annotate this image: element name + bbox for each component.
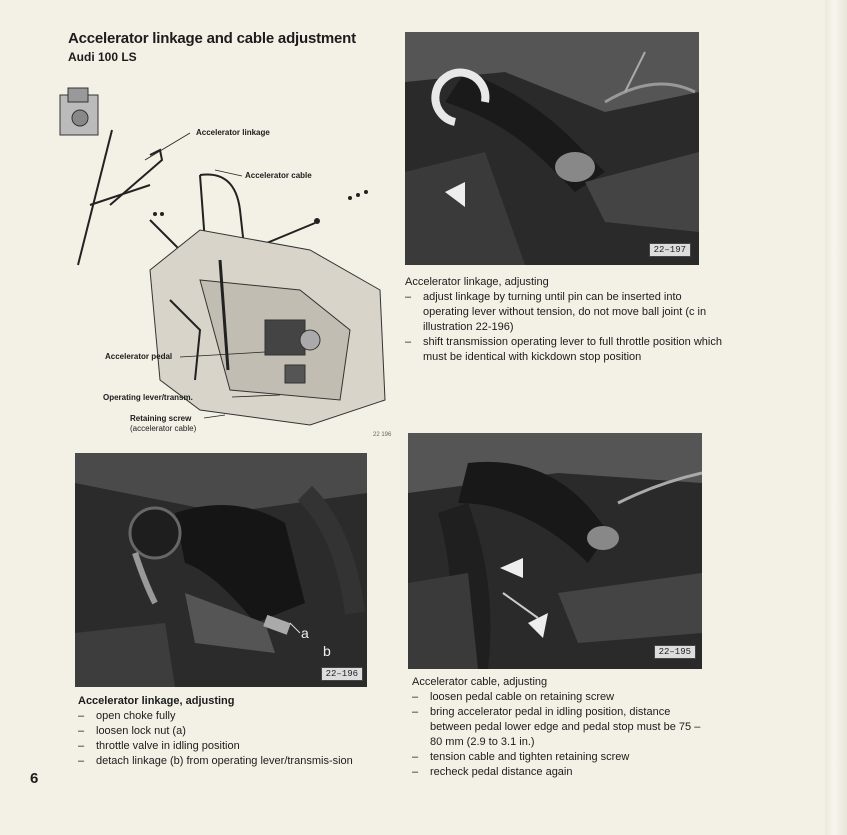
photo-22-197 bbox=[405, 32, 699, 265]
step-item: – detach linkage (b) from operating lever/transmis-sion bbox=[78, 754, 378, 769]
step-list bbox=[412, 690, 712, 780]
page-number: 6 bbox=[30, 770, 39, 787]
step-item: – shift transmission operating lever to full throttle position which must be identical with kickdown stop position bbox=[405, 335, 725, 365]
photo-label-b: b bbox=[323, 643, 331, 659]
step-item: – tension cable and tighten retaining screw bbox=[412, 750, 712, 765]
page-subtitle: Audi 100 LS bbox=[68, 50, 137, 64]
label-retaining-screw-note: (accelerator cable) bbox=[130, 424, 197, 433]
exploded-diagram bbox=[50, 80, 395, 450]
caption-22-196 bbox=[78, 694, 378, 769]
caption-heading: Accelerator cable, adjusting bbox=[412, 676, 548, 688]
page-edge bbox=[825, 0, 847, 835]
figure-id-22-195: 22–195 bbox=[654, 645, 696, 659]
label-retaining-screw: Retaining screw bbox=[130, 414, 192, 423]
photo-22-196 bbox=[75, 453, 367, 687]
label-accelerator-linkage: Accelerator linkage bbox=[196, 128, 270, 137]
step-item: – adjust linkage by turning until pin can be inserted into operating lever without tension, do not move ball joint (c in illustration 22-196) bbox=[405, 290, 725, 335]
step-list bbox=[78, 709, 378, 769]
label-accelerator-pedal: Accelerator pedal bbox=[105, 352, 173, 361]
step-item: – open choke fully bbox=[78, 709, 378, 724]
photo-22-195 bbox=[408, 433, 702, 669]
photo-label-a: a bbox=[301, 625, 309, 641]
label-accelerator-cable: Accelerator cable bbox=[245, 171, 312, 180]
caption-heading: Accelerator linkage, adjusting bbox=[78, 695, 235, 707]
step-list bbox=[405, 290, 725, 365]
step-item: – bring accelerator pedal in idling position, distance between pedal lower edge and pedal stop must be 75 – 80 mm (2.9 to 3.1 in.) bbox=[412, 705, 712, 750]
figure-id-22-196: 22–196 bbox=[321, 667, 363, 681]
label-operating-lever: Operating lever/transm. bbox=[103, 393, 193, 402]
diagram-figure-id: 22 196 bbox=[373, 432, 392, 438]
caption-heading: Accelerator linkage, adjusting bbox=[405, 276, 549, 288]
caption-22-195 bbox=[412, 675, 712, 780]
step-item: – throttle valve in idling position bbox=[78, 739, 378, 754]
figure-id-22-197: 22–197 bbox=[649, 243, 691, 257]
step-item: – recheck pedal distance again bbox=[412, 765, 712, 780]
step-item: – loosen pedal cable on retaining screw bbox=[412, 690, 712, 705]
caption-22-197 bbox=[405, 275, 725, 365]
step-item: – loosen lock nut (a) bbox=[78, 724, 378, 739]
page-title: Accelerator linkage and cable adjustment bbox=[68, 30, 356, 47]
